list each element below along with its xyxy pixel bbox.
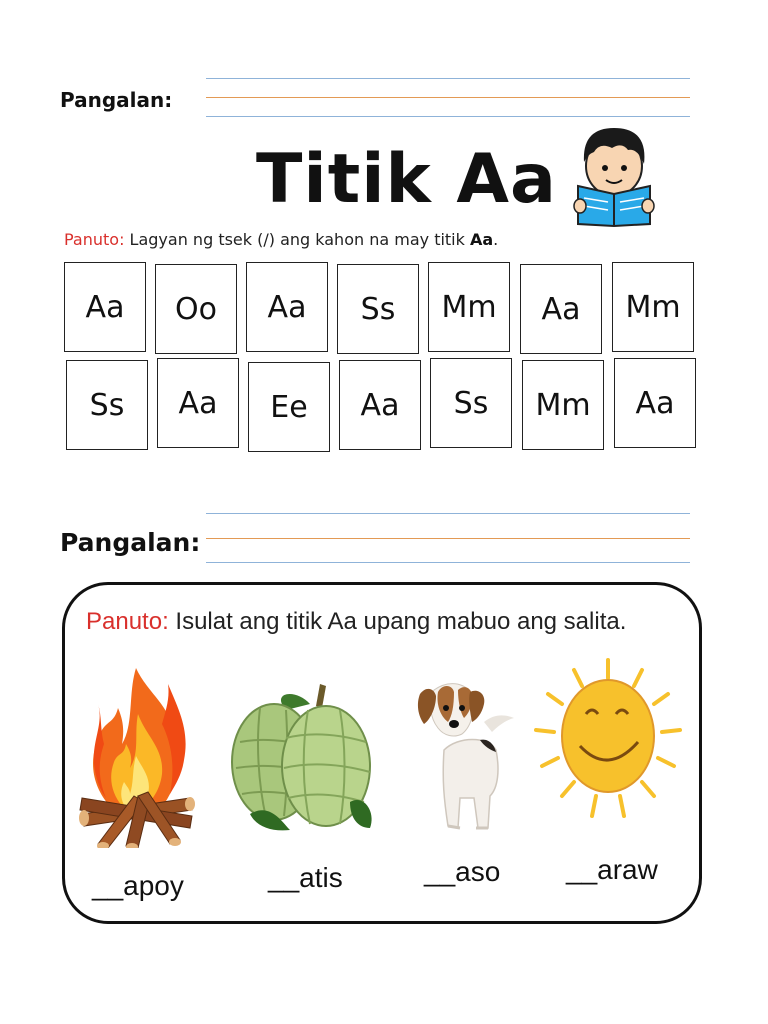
letter-box[interactable]: Aa [157,358,239,448]
instruction-1: Panuto: Lagyan ng tsek (/) ang kahon na may titik Aa. [64,230,499,249]
letter-box[interactable]: Mm [612,262,694,352]
instruction-label: Panuto: [64,230,125,249]
word-blank[interactable]: __atis [268,862,343,893]
name-label: Pangalan: [60,88,173,112]
page-title: Titik Aa [256,140,557,219]
smiling-sun-image [534,656,682,826]
instruction-2: Panuto: Isulat ang titik Aa upang mabuo ang salita. [86,608,627,635]
letter-box[interactable]: Aa [520,264,602,354]
name-label: Pangalan: [60,528,201,557]
word-blank[interactable]: __aso [424,856,501,887]
letter-box[interactable]: Mm [428,262,510,352]
letter-box[interactable]: Aa [64,262,146,352]
letter-box[interactable]: Aa [339,360,421,450]
instruction-label: Panuto: [86,608,169,635]
letter-box[interactable]: Mm [522,360,604,450]
word-blank[interactable]: __apoy [92,870,184,901]
campfire-image [78,664,196,848]
letter-box[interactable]: Ss [337,264,419,354]
atis-fruit-image [230,682,376,834]
letter-box[interactable]: Aa [614,358,696,448]
letter-box[interactable]: Ss [430,358,512,448]
puppy-image [414,680,520,836]
letter-box[interactable]: Aa [246,262,328,352]
boy-reading-image [572,122,656,228]
letter-box[interactable]: Oo [155,264,237,354]
letter-box[interactable]: Ss [66,360,148,450]
letter-box[interactable]: Ee [248,362,330,452]
word-blank[interactable]: __araw [566,854,658,885]
